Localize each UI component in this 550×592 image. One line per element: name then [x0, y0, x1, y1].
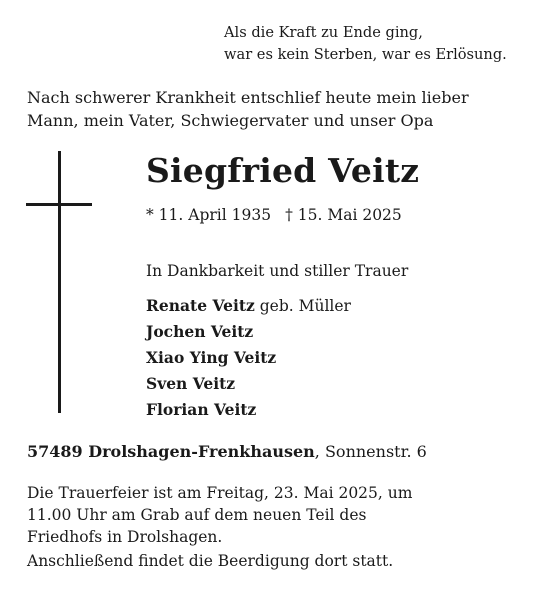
- mourner-row: [146, 371, 351, 397]
- mourner-name: Sven Veitz: [146, 374, 236, 393]
- mourner-row: [146, 345, 351, 371]
- intro-line-1: Nach schwerer Krankheit entschlief heute mein lieber: [27, 88, 469, 107]
- mourners-list: [146, 293, 351, 423]
- motto-verse: [224, 22, 507, 66]
- mourner-note: geb. Müller: [259, 297, 351, 315]
- cross-vertical-bar: [58, 151, 61, 413]
- intro-text: [27, 86, 469, 132]
- birth-date: * 11. April 1935: [146, 206, 272, 224]
- motto-line-2: war es kein Sterben, war es Erlösung.: [224, 46, 507, 63]
- service-line-2: 11.00 Uhr am Grab auf dem neuen Teil des: [27, 506, 367, 524]
- death-date: † 15. Mai 2025: [285, 206, 402, 224]
- deceased-name: Siegfried Veitz: [146, 151, 420, 190]
- cross-horizontal-bar: [26, 203, 92, 206]
- intro-line-2: Mann, mein Vater, Schwiegervater und unser Opa: [27, 111, 434, 130]
- mourner-name: Xiao Ying Veitz: [146, 348, 277, 367]
- mourners-heading: In Dankbarkeit und stiller Trauer: [146, 262, 409, 280]
- motto-line-1: Als die Kraft zu Ende ging,: [224, 24, 423, 41]
- mourner-row: [146, 319, 351, 345]
- address-place: 57489 Drolshagen-Frenkhausen: [27, 442, 315, 461]
- service-line-1: Die Trauerfeier ist am Freitag, 23. Mai 2025, um: [27, 484, 413, 502]
- address-street: , Sonnenstr. 6: [314, 442, 427, 461]
- funeral-service-info: [27, 482, 412, 548]
- mourner-name: Jochen Veitz: [146, 322, 254, 341]
- mourner-row: [146, 397, 351, 423]
- mourner-row: [146, 293, 351, 319]
- life-dates: [146, 204, 402, 226]
- service-line-3: Friedhofs in Drolshagen.: [27, 528, 223, 546]
- mourner-name: Renate Veitz: [146, 296, 255, 315]
- mourner-name: Florian Veitz: [146, 400, 257, 419]
- family-address: [27, 440, 427, 463]
- burial-note: Anschließend findet die Beerdigung dort statt.: [27, 552, 394, 570]
